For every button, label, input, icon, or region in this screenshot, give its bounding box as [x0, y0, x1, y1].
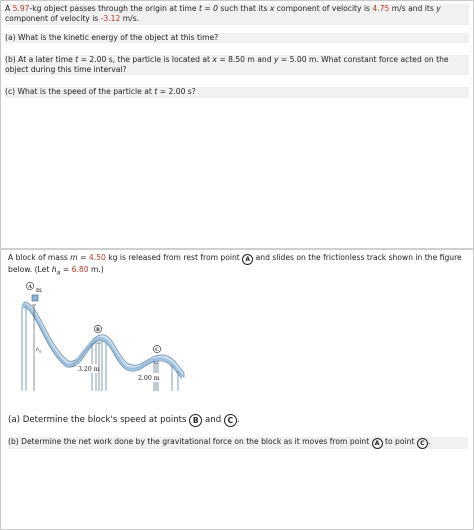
track-figure [12, 281, 192, 401]
svg-text:B: B [96, 328, 100, 333]
svg-text:A: A [28, 285, 32, 290]
problem-2 [8, 253, 468, 278]
problem-2-questions [8, 414, 468, 449]
problem-1-part-b: (b) At a later time t = 2.00 s, the particle is located at x = 8.50 m and y = 5.00 m. What constant force acted on the object during this time interval? [5, 55, 469, 76]
mass-value: 5.97 [12, 4, 30, 13]
problem-2-part-b: (b) Determine the net work done by the gravitational force on the block as it moves from point A to point C . [8, 437, 468, 449]
problem-1-part-a: (a) What is the kinetic energy of the object at this time? [5, 33, 469, 43]
height-a-label: $h_a$ [36, 347, 42, 354]
problem-1 [5, 4, 469, 98]
point-c-label [153, 345, 160, 353]
problem-1-intro: A 5.97-kg object passes through the origin at time t = 0 such that its x component of velocity is 4.75 m/s and its y component of velocity is -3.12 m/s. [5, 4, 469, 25]
point-a-label [26, 282, 33, 290]
point-a-marker-2: A [372, 438, 383, 449]
section-divider [0, 248, 474, 250]
block [32, 295, 38, 301]
point-b-marker: B [189, 414, 202, 427]
block-mass-value: 4.50 [88, 253, 106, 262]
block-label: m [36, 287, 42, 294]
height-c-label: 2.00 m [138, 375, 160, 382]
point-b-label [94, 325, 101, 333]
vy-value: -3.12 [100, 14, 121, 24]
problem-2-part-a: (a) Determine the block's speed at points B and C . [8, 415, 240, 425]
height-value: 6.80 [71, 265, 89, 274]
point-c-marker: C [224, 414, 237, 427]
vx-value: 4.75 [372, 4, 390, 13]
problem-1-part-c: (c) What is the speed of the particle at t = 2.00 s? [5, 87, 469, 97]
point-a-marker: A [242, 254, 253, 265]
height-b-label: 3.20 m [78, 366, 100, 373]
point-c-marker-2: C [417, 438, 428, 449]
problem-2-intro: A block of mass m = 4.50 kg is released from rest from point A and slides on the frictionless track shown in the figure below. (Let $h_a = 6.80$ m.) [8, 253, 462, 277]
svg-text:C: C [155, 348, 159, 353]
